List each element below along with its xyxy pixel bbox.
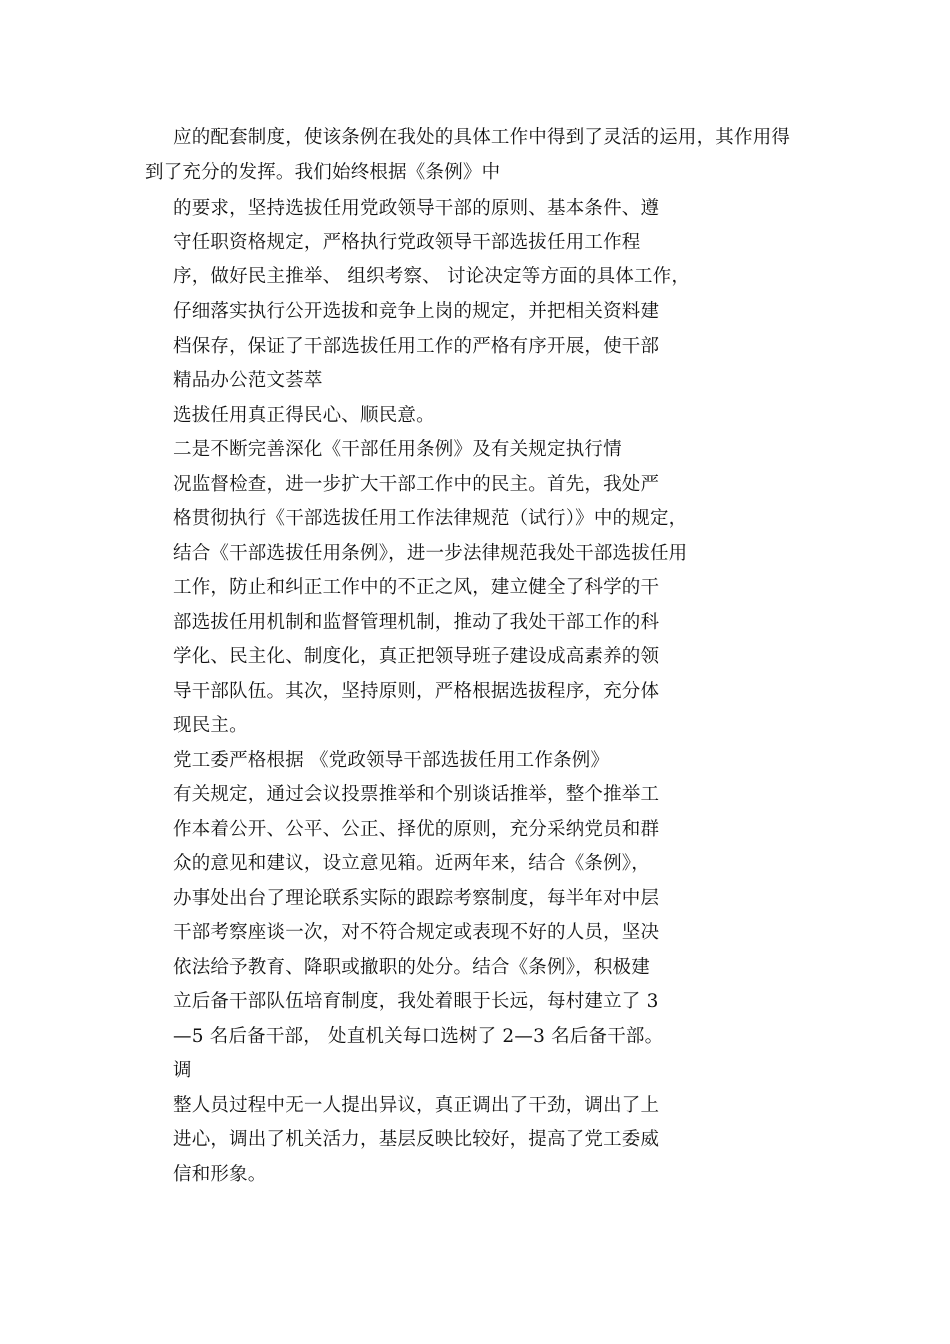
text-line: 进心，调出了机关活力，基层反映比较好，提高了党工委威 (173, 1129, 660, 1150)
text-line: 立后备干部队伍培育制度，我处着眼于长远，每村建立了 3 (173, 991, 659, 1012)
text-line: 依法给予教育、降职或撤职的处分。结合《条例》，积极建 (173, 957, 650, 978)
text-line: 到了充分的发挥。我们始终根据《条例》中 (145, 162, 501, 183)
text-line: 导干部队伍。其次，坚持原则，严格根据选拔程序，充分体 (173, 681, 660, 702)
text-line: 格贯彻执行《干部选拔任用工作法律规范（试行）》中的规定， (173, 508, 688, 529)
text-line: 作本着公开、公平、公正、择优的原则，充分采纳党员和群 (173, 819, 660, 840)
text-line: 档保存，保证了干部选拔任用工作的严格有序开展，使干部 (173, 336, 660, 357)
text-line: —5 名后备干部， 处直机关每口选树了 2—3 名后备干部。 (173, 1026, 664, 1047)
text-line: 况监督检查，进一步扩大干部工作中的民主。首先，我处严 (173, 474, 660, 495)
text-line: 结合《干部选拔任用条例》，进一步法律规范我处干部选拔任用 (173, 543, 688, 564)
text-line: 信和形象。 (173, 1164, 267, 1185)
text-line: 干部考察座谈一次，对不符合规定或表现不好的人员，坚决 (173, 922, 660, 943)
text-line: 选拔任用真正得民心、顺民意。 (173, 405, 435, 426)
text-line: 办事处出台了理论联系实际的跟踪考察制度，每半年对中层 (173, 888, 660, 909)
text-line: 守任职资格规定，严格执行党政领导干部选拔任用工作程 (173, 232, 641, 253)
text-line: 众的意见和建议，设立意见箱。近两年来，结合《条例》， (173, 853, 650, 874)
text-line: 精品办公范文荟萃 (173, 370, 323, 391)
text-line: 有关规定，通过会议投票推举和个别谈话推举，整个推举工 (173, 784, 660, 805)
text-line: 工作，防止和纠正工作中的不正之风，建立健全了科学的干 (173, 577, 660, 598)
text-line: 整人员过程中无一人提出异议，真正调出了干劲，调出了上 (173, 1095, 660, 1116)
text-line: 调 (173, 1060, 192, 1081)
text-line: 现民主。 (173, 715, 248, 736)
text-line: 应的配套制度，使该条例在我处的具体工作中得到了灵活的运用，其作用得 (173, 127, 791, 148)
text-line: 二是不断完善深化《干部任用条例》及有关规定执行情 (173, 439, 622, 460)
text-line: 的要求，坚持选拔任用党政领导干部的原则、基本条件、遵 (173, 198, 660, 219)
text-line: 学化、民主化、制度化，真正把领导班子建设成高素养的领 (173, 646, 660, 667)
text-line: 仔细落实执行公开选拔和竞争上岗的规定，并把相关资料建 (173, 301, 660, 322)
text-line: 序，做好民主推举、 组织考察、 讨论决定等方面的具体工作， (173, 266, 691, 287)
text-line: 党工委严格根据 《党政领导干部选拔任用工作条例》 (173, 750, 610, 771)
text-line: 部选拔任用机制和监督管理机制，推动了我处干部工作的科 (173, 612, 660, 633)
